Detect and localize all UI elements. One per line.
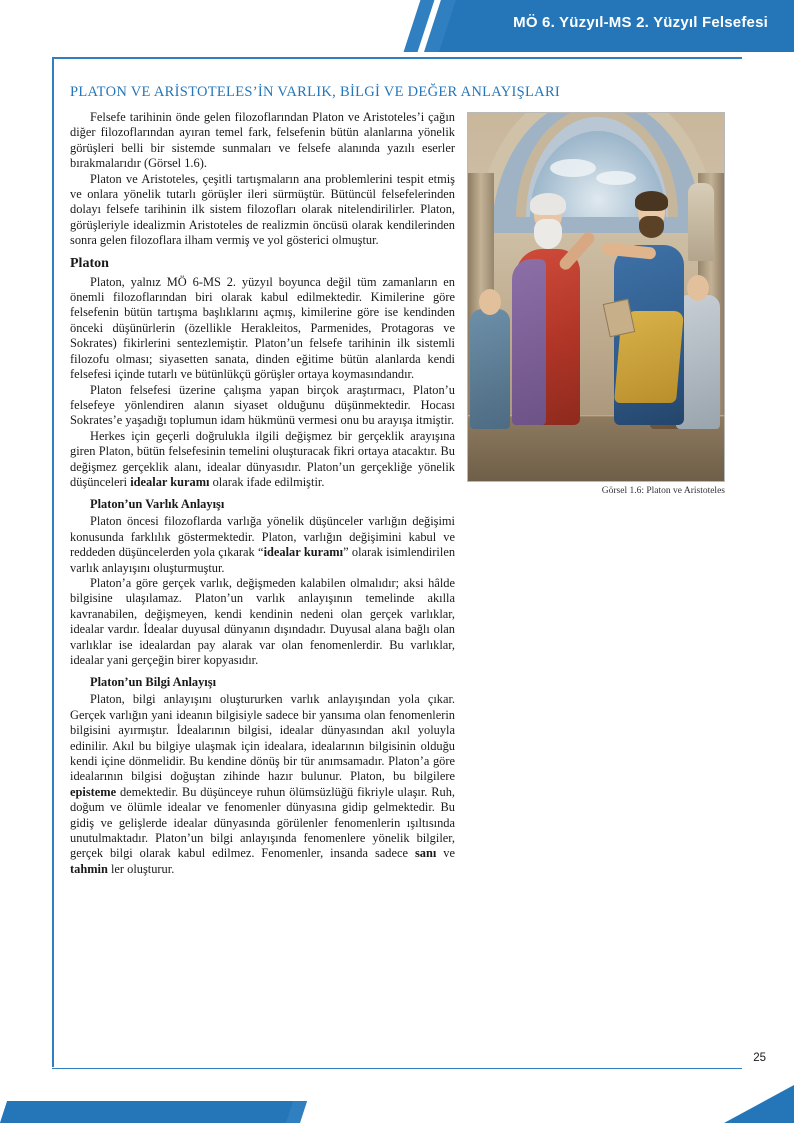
- subsection-title-platon: Platon: [70, 255, 109, 271]
- platon-paragraph-3: Herkes için geçerli doğrulukla ilgili değişmez bir gerçeklik arayışına giren Platon, bütün felsefesinin temelini oluşturacak fikri ortaya atacaktır. Bu değişmez gerçeklik alanı, idealar dünyasıdır. Platon’un gerçekliğe yönelik düşünceleri idealar kuramı olarak ifade edilmiştir.: [70, 428, 455, 489]
- subsection-title-bilgi-anlayisi: Platon’un Bilgi Anlayışı: [90, 675, 217, 690]
- page-footer: [0, 1067, 794, 1123]
- figure-block: [467, 112, 725, 496]
- subsection-title-varlik-anlayisi: Platon’un Varlık Anlayışı: [90, 497, 225, 512]
- page-title: PLATON VE ARİSTOTELES’İN VARLIK, BİLGİ VE DEĞER ANLAYIŞLARI: [70, 84, 561, 100]
- page-content: [70, 84, 725, 877]
- varlik-paragraph-1: Platon öncesi filozoflarda varlığa yönelik düşünceler varlığın değişimi konusunda farklılık göstermektedir. Platon, varlığın değişimini kabul ve reddeden düşüncelerden yola çıkarak “idealar kuramı” olarak isimlendirilen varlık anlayışını oluşturmuştur.: [70, 514, 455, 575]
- figure-image: [467, 112, 725, 482]
- bilgi-paragraph-1: Platon, bilgi anlayışını oluştururken varlık anlayışından yola çıkar. Gerçek varlığın yani ideanın bilgisiyle sadece bir yansıma olan fenomenlerin bilgisini ayırmıştır. İdealarının bilgisi, idealar dünyasından akıl yoluyla edinilir. Akıl bu bilgiye ulaşmak için idealara, idealarının bilgisinin olduğu kendi içine dönmelidir. Bu kendine dönüş bir tür anımsamadır. Platon’a göre idealarının bilgisi doğuştan zihinde hazır bulunur. Platon, bu bilgilere episteme demektedir. Bu düşünceye ruhun ölümsüzlüğü fikriyle ulaşır. Ruh, doğum ve ölümle idealar ve fenomenler dünyasına gidip gelmektedir. Bu gidiş ve gelişlerde idealar dünyasında görülenler fenomenlerin ışıltısında unutulmaktadır. Platon’un bilgi anlayışında fenomenlere yönelik bilgiler, gerçek bilgi olarak kabul edilmez. Fenomenler, insanda sadece sanı ve tahmin ler oluşturur.: [70, 692, 455, 876]
- platon-paragraph-1: Platon, yalnız MÖ 6-MS 2. yüzyıl boyunca değil tüm zamanların en önemli filozoflarından biri olarak kabul edilmektedir. Kimilerine göre felsefenin bütün tartışma başlıklarını açmış, kimilerine göre ise kendinden önceki düşünürlerin (özellikle Herakleitos, Parmenides, Protagoras ve Sokrates) fikirlerini sentezlemiştir. Platon’un felsefe tarihinin ilk sistemli filozofu olması; siyasetten sanata, dinden eğitime bütün alanlarda kendi felsefesi içinde tutarlı ve bütünlükçü görüşler ortaya koymasındandır.: [70, 274, 455, 382]
- figure-caption: Görsel 1.6: Platon ve Aristoteles: [601, 486, 725, 496]
- footer-corner-triangle: [724, 1085, 794, 1123]
- varlik-paragraph-2: Platon’a göre gerçek varlık, değişmeden kalabilen olmalıdır; aksi hâlde bilgisine ulaşılamaz. Platon’un varlık anlayışının temelinde akılla kavranabilen, değişmeyen, kendi kendinin nedeni olan gerçek varlıklar, idealar vardır. İdealar duyusal dünyanın dışındadır. Duyusal alana bağlı olan varlıklar ise idealardan pay alarak var olan fenomenlerdir. Bu varlıklar, idealar yani gerçeğin birer kopyasıdır.: [70, 575, 455, 667]
- aristotle-figure: [608, 189, 694, 425]
- painting-school-of-athens-icon: [468, 113, 724, 481]
- left-margin-rule: [52, 57, 54, 1067]
- intro-paragraph-2: Platon ve Aristoteles, çeşitli tartışmaların ana problemlerini tespit etmiş ve onlara yönelik tutarlı görüşler ileri sürmüştür. Bütüncül felsefelerinden dolayı felsefe tarihinin ilk sistem filozofları olarak nitelendirilirler. Platon, görüşleriyle idealizmin Aristoteles de realizmin öncüsü olarak kendilerinden sonra gelen filozoflara ilham vermiş ve yol gösterici olmuştur.: [70, 171, 455, 248]
- header-divider-rule: [52, 57, 742, 59]
- plato-figure: [512, 193, 584, 425]
- page-number: 25: [753, 1052, 766, 1064]
- footer-banner-inner: [0, 1101, 293, 1123]
- platon-paragraph-2: Platon felsefesi üzerine çalışma yapan birçok araştırmacı, Platon’u felsefeye yönlendiren alanın siyaset olduğunu düşünmektedir. Hocası Sokrates’e yaşadığı toplumun idam hükmünü vermesi onu bu arayışa itmiştir.: [70, 382, 455, 428]
- page-header: [0, 0, 794, 60]
- intro-paragraph-1: Felsefe tarihinin önde gelen filozoflarından Platon ve Aristoteles’i çağın diğer filozoflarından ayıran temel fark, felsefenin bütün alanlarına yönelik görüşleri belli bir sistemde sunmaları ve felsefe alanında yazılı eserler bırakmalarıdır (Görsel 1.6).: [70, 110, 455, 171]
- header-title: MÖ 6. Yüzyıl-MS 2. Yüzyıl Felsefesi: [513, 14, 768, 31]
